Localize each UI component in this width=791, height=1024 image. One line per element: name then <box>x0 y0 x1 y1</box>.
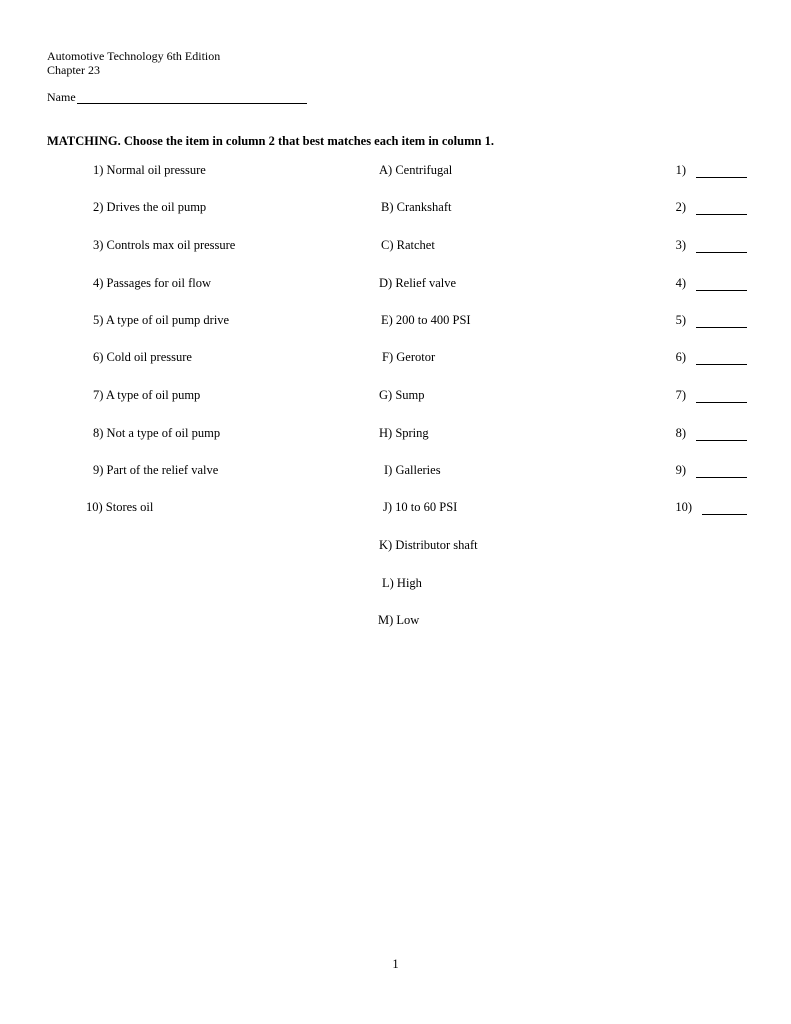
page-number: 1 <box>392 957 399 971</box>
col1-item: 4) Passages for oil flow <box>93 276 212 290</box>
answer-number: 2) <box>675 200 686 214</box>
col2-item: M) Low <box>378 613 420 627</box>
answer-row <box>664 313 747 328</box>
answer-row <box>664 426 747 441</box>
answer-row <box>664 200 747 215</box>
answer-number: 7) <box>675 388 686 402</box>
answer-number: 1) <box>675 163 686 177</box>
col1-item: 8) Not a type of oil pump <box>93 426 221 440</box>
book-title: Automotive Technology 6th Edition <box>47 49 221 63</box>
col2-item: G) Sump <box>379 388 425 402</box>
answer-number: 9) <box>675 463 686 477</box>
answer-blank[interactable] <box>696 314 747 328</box>
answer-number: 5) <box>675 313 686 327</box>
answer-blank[interactable] <box>696 239 747 253</box>
col2-item: J) 10 to 60 PSI <box>383 500 458 514</box>
col2-item: H) Spring <box>379 426 429 440</box>
col2-item: I) Galleries <box>384 463 441 477</box>
answer-number: 8) <box>675 426 686 440</box>
answer-number: 4) <box>675 276 686 290</box>
answer-row <box>664 350 747 365</box>
col1-item: 1) Normal oil pressure <box>93 163 206 177</box>
col1-item: 3) Controls max oil pressure <box>93 238 236 252</box>
name-blank[interactable] <box>77 91 307 104</box>
col2-item: C) Ratchet <box>381 238 435 252</box>
answer-row <box>664 238 747 253</box>
answer-row <box>664 276 747 291</box>
col2-item: E) 200 to 400 PSI <box>381 313 471 327</box>
answer-row <box>664 500 747 515</box>
answer-number: 10) <box>675 500 692 514</box>
chapter-label: Chapter 23 <box>47 63 100 77</box>
col1-item: 9) Part of the relief valve <box>93 463 219 477</box>
answer-number: 3) <box>675 238 686 252</box>
answer-blank[interactable] <box>696 277 747 291</box>
col1-item: 7) A type of oil pump <box>93 388 201 402</box>
answer-blank[interactable] <box>696 389 747 403</box>
col1-item: 2) Drives the oil pump <box>93 200 207 214</box>
answer-row <box>664 463 747 478</box>
name-label: Name <box>47 90 76 104</box>
answer-blank[interactable] <box>696 464 747 478</box>
col2-item: L) High <box>382 576 422 590</box>
answer-number: 6) <box>675 350 686 364</box>
answer-blank[interactable] <box>696 427 747 441</box>
answer-blank[interactable] <box>696 164 747 178</box>
col1-item: 10) Stores oil <box>86 500 154 514</box>
col2-item: D) Relief valve <box>379 276 457 290</box>
name-field <box>47 90 307 104</box>
col2-item: F) Gerotor <box>382 350 436 364</box>
answer-row <box>664 388 747 403</box>
col2-item: B) Crankshaft <box>381 200 452 214</box>
col2-item: K) Distributor shaft <box>379 538 478 552</box>
answer-blank[interactable] <box>696 351 747 365</box>
col2-item: A) Centrifugal <box>379 163 453 177</box>
col1-item: 6) Cold oil pressure <box>93 350 192 364</box>
instructions: MATCHING. Choose the item in column 2 that best matches each item in column 1. <box>47 134 494 148</box>
col1-item: 5) A type of oil pump drive <box>93 313 230 327</box>
answer-blank[interactable] <box>696 201 747 215</box>
answer-blank[interactable] <box>702 501 747 515</box>
answer-row <box>664 163 747 178</box>
